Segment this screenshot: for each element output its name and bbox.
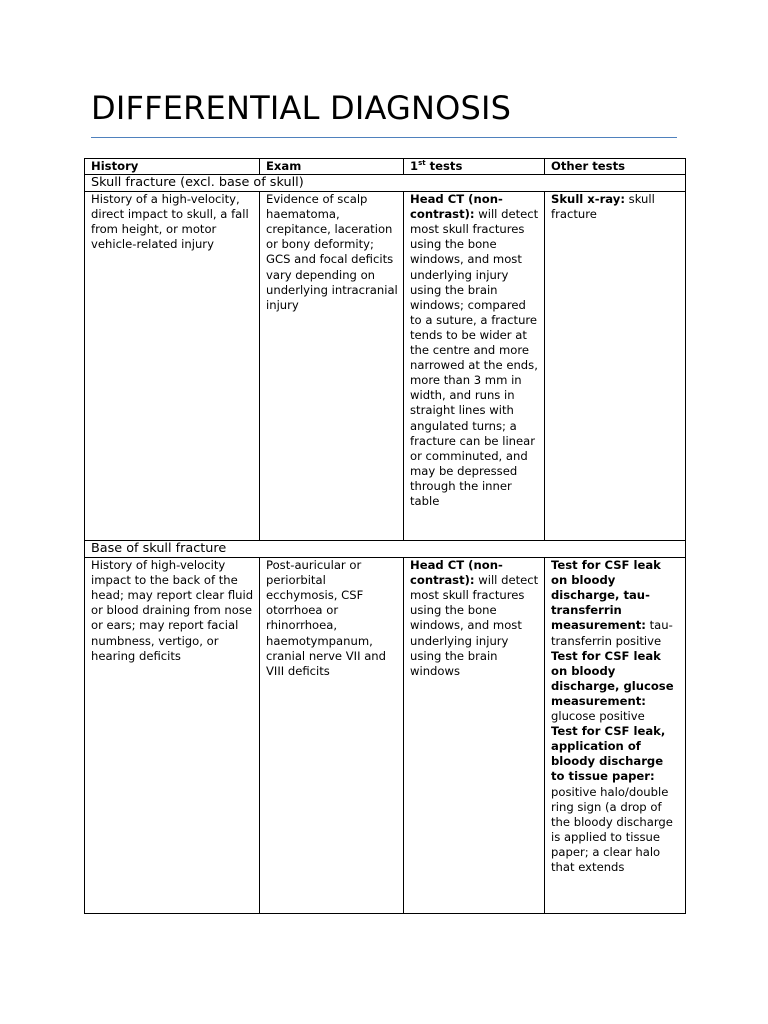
test-result: skull fracture	[551, 192, 655, 222]
test-result: will detect most skull fractures using the bone windows, and most underlying injury using the brain windows	[410, 573, 539, 678]
other-tests-cell	[545, 192, 686, 541]
history-cell: History of a high-velocity, direct impact to skull, a fall from height, or motor vehicle-related injury	[85, 192, 260, 541]
section-heading-base-of-skull-fracture: Base of skull fracture	[85, 541, 686, 558]
section-heading-skull-fracture: Skull fracture (excl. base of skull)	[85, 175, 686, 192]
test-result: will detect most skull fractures using the bone windows, and most underlying injury using the brain windows; compared to a suture, a fracture tends to be wider at the centre and more narrowed at the ends, more than 3 mm in width, and runs in straight lines with angulated turns; a fracture can be linear or comminuted, and may be depressed through the inner table	[410, 207, 539, 508]
test-name: Test for CSF leak, application of bloody discharge to tissue paper:	[551, 724, 666, 784]
test-name: Head CT (non-contrast):	[410, 192, 503, 222]
other-test-entry	[551, 192, 680, 222]
first-tests-prefix: 1	[410, 159, 419, 173]
title-divider	[91, 137, 677, 138]
section-heading-row	[85, 541, 686, 558]
test-result: tau-transferrin positive	[551, 618, 673, 648]
first-tests-cell	[404, 558, 545, 914]
table-header-row	[85, 159, 686, 175]
test-result: positive halo/double ring sign (a drop of the bloody discharge is applied to tissue paper; a clear halo that extends	[551, 784, 673, 874]
differential-diagnosis-table	[84, 158, 686, 914]
other-tests-cell	[545, 558, 686, 914]
column-header-first-tests	[404, 159, 545, 175]
other-test-entry	[551, 649, 680, 724]
exam-cell: Evidence of scalp haematoma, crepitance, laceration or bony deformity; GCS and focal deficits vary depending on underlying intracranial injury	[260, 192, 404, 541]
other-test-entry	[551, 558, 680, 649]
test-name: Head CT (non-contrast):	[410, 558, 503, 588]
test-result: glucose positive	[551, 709, 645, 724]
history-cell: History of high-velocity impact to the back of the head; may report clear fluid or blood draining from nose or ears; may report facial numbness, vertigo, or hearing deficits	[85, 558, 260, 914]
exam-cell: Post-auricular or periorbital ecchymosis, CSF otorrhoea or rhinorrhoea, haemotympanum, cranial nerve VII and VIII deficits	[260, 558, 404, 914]
test-name: Test for CSF leak on bloody discharge, tau-transferrin measurement:	[551, 558, 661, 633]
page-title: DIFFERENTIAL DIAGNOSIS	[91, 89, 512, 127]
column-header-other-tests: Other tests	[545, 159, 686, 175]
column-header-history: History	[85, 159, 260, 175]
first-tests-superscript: st	[418, 159, 426, 168]
test-name: Test for CSF leak on bloody discharge, glucose measurement:	[551, 648, 674, 708]
other-test-entry	[551, 724, 680, 875]
test-name: Skull x-ray:	[551, 192, 625, 207]
first-tests-cell	[404, 192, 545, 541]
first-tests-suffix: tests	[425, 159, 463, 173]
column-header-exam: Exam	[260, 159, 404, 175]
table-row	[85, 192, 686, 541]
table-row	[85, 558, 686, 914]
section-heading-row	[85, 175, 686, 192]
